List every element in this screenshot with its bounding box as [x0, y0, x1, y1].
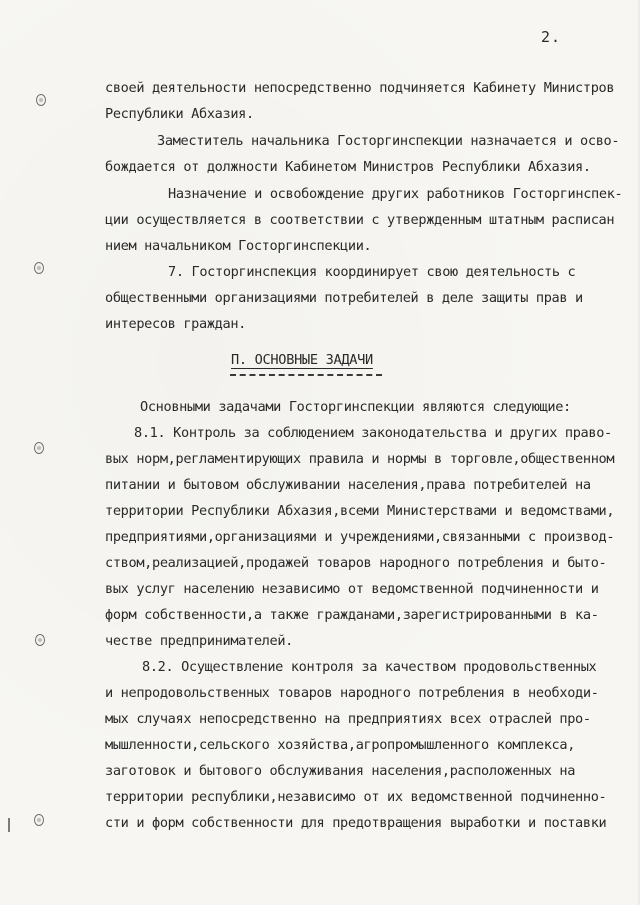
text-line: бождается от должности Кабинетом Министров Республики Абхазия.	[105, 159, 591, 175]
text-line: форм собственности,а также гражданами,зарегистрированными в ка-	[105, 607, 599, 623]
text-line: общественными организациями потребителей в деле защиты прав и	[105, 290, 583, 306]
text-line: сти и форм собственности для предотвращения выработки и поставки	[105, 815, 607, 831]
text-line: территории Республики Абхазия,всеми Министерствами и ведомствами,	[105, 503, 615, 519]
text-line: Республики Абхазия.	[105, 106, 254, 122]
text-line: предприятиями,организациями и учреждениями,связанными с производ-	[105, 529, 615, 545]
text-line: заготовок и бытового обслуживания населения,расположенных на	[105, 763, 576, 779]
punch-hole-mark	[35, 634, 45, 646]
punch-hole-mark	[34, 814, 44, 826]
heading-dashed-underline	[230, 374, 382, 378]
text-line: Основными задачами Госторгинспекции являются следующие:	[140, 399, 571, 415]
text-line: 8.2. Осуществление контроля за качеством продовольственных	[142, 659, 597, 675]
text-line: Назначение и освобождение других работников Госторгинспек-	[168, 186, 623, 202]
text-line: ции осуществляется в соответствии с утвержденным штатным расписан	[105, 212, 615, 228]
punch-hole-mark	[36, 94, 46, 106]
text-line: 8.1. Контроль за соблюдением законодательства и других право-	[134, 425, 612, 441]
text-line: интересов граждан.	[105, 316, 247, 332]
text-line: вых услуг населению независимо от ведомственной подчиненности и	[105, 581, 599, 597]
punch-hole-mark	[34, 442, 44, 454]
text-line: своей деятельности непосредственно подчиняется Кабинету Министров	[105, 80, 615, 96]
text-line: мых случаях непосредственно на предприятиях всех отраслей про-	[105, 711, 591, 727]
page-number: 2.	[541, 28, 562, 46]
text-line: территории республики,независимо от их ведомственной подчиненно-	[105, 789, 607, 805]
text-line: нием начальником Госторгинспекции.	[105, 238, 372, 254]
scan-edge-mark	[8, 818, 10, 832]
text-line: питании и бытовом обслуживании населения,права потребителей на	[105, 477, 591, 493]
text-line: мышленности,сельского хозяйства,агропромышленного комплекса,	[105, 737, 576, 753]
section-heading: П. ОСНОВНЫЕ ЗАДАЧИ	[231, 352, 373, 368]
text-line: честве предпринимателей.	[105, 633, 294, 649]
text-line: 7. Госторгинспекция координирует свою деятельность с	[168, 264, 576, 280]
text-line: ством,реализацией,продажей товаров народного потребления и быто-	[105, 555, 607, 571]
punch-hole-mark	[34, 262, 44, 274]
text-line: Заместитель начальника Госторгинспекции назначается и осво-	[157, 133, 620, 149]
text-line: вых норм,регламентирующих правила и нормы в торговле,общественном	[105, 451, 615, 467]
text-line: и непродовольственных товаров народного потребления в необходи-	[105, 685, 599, 701]
